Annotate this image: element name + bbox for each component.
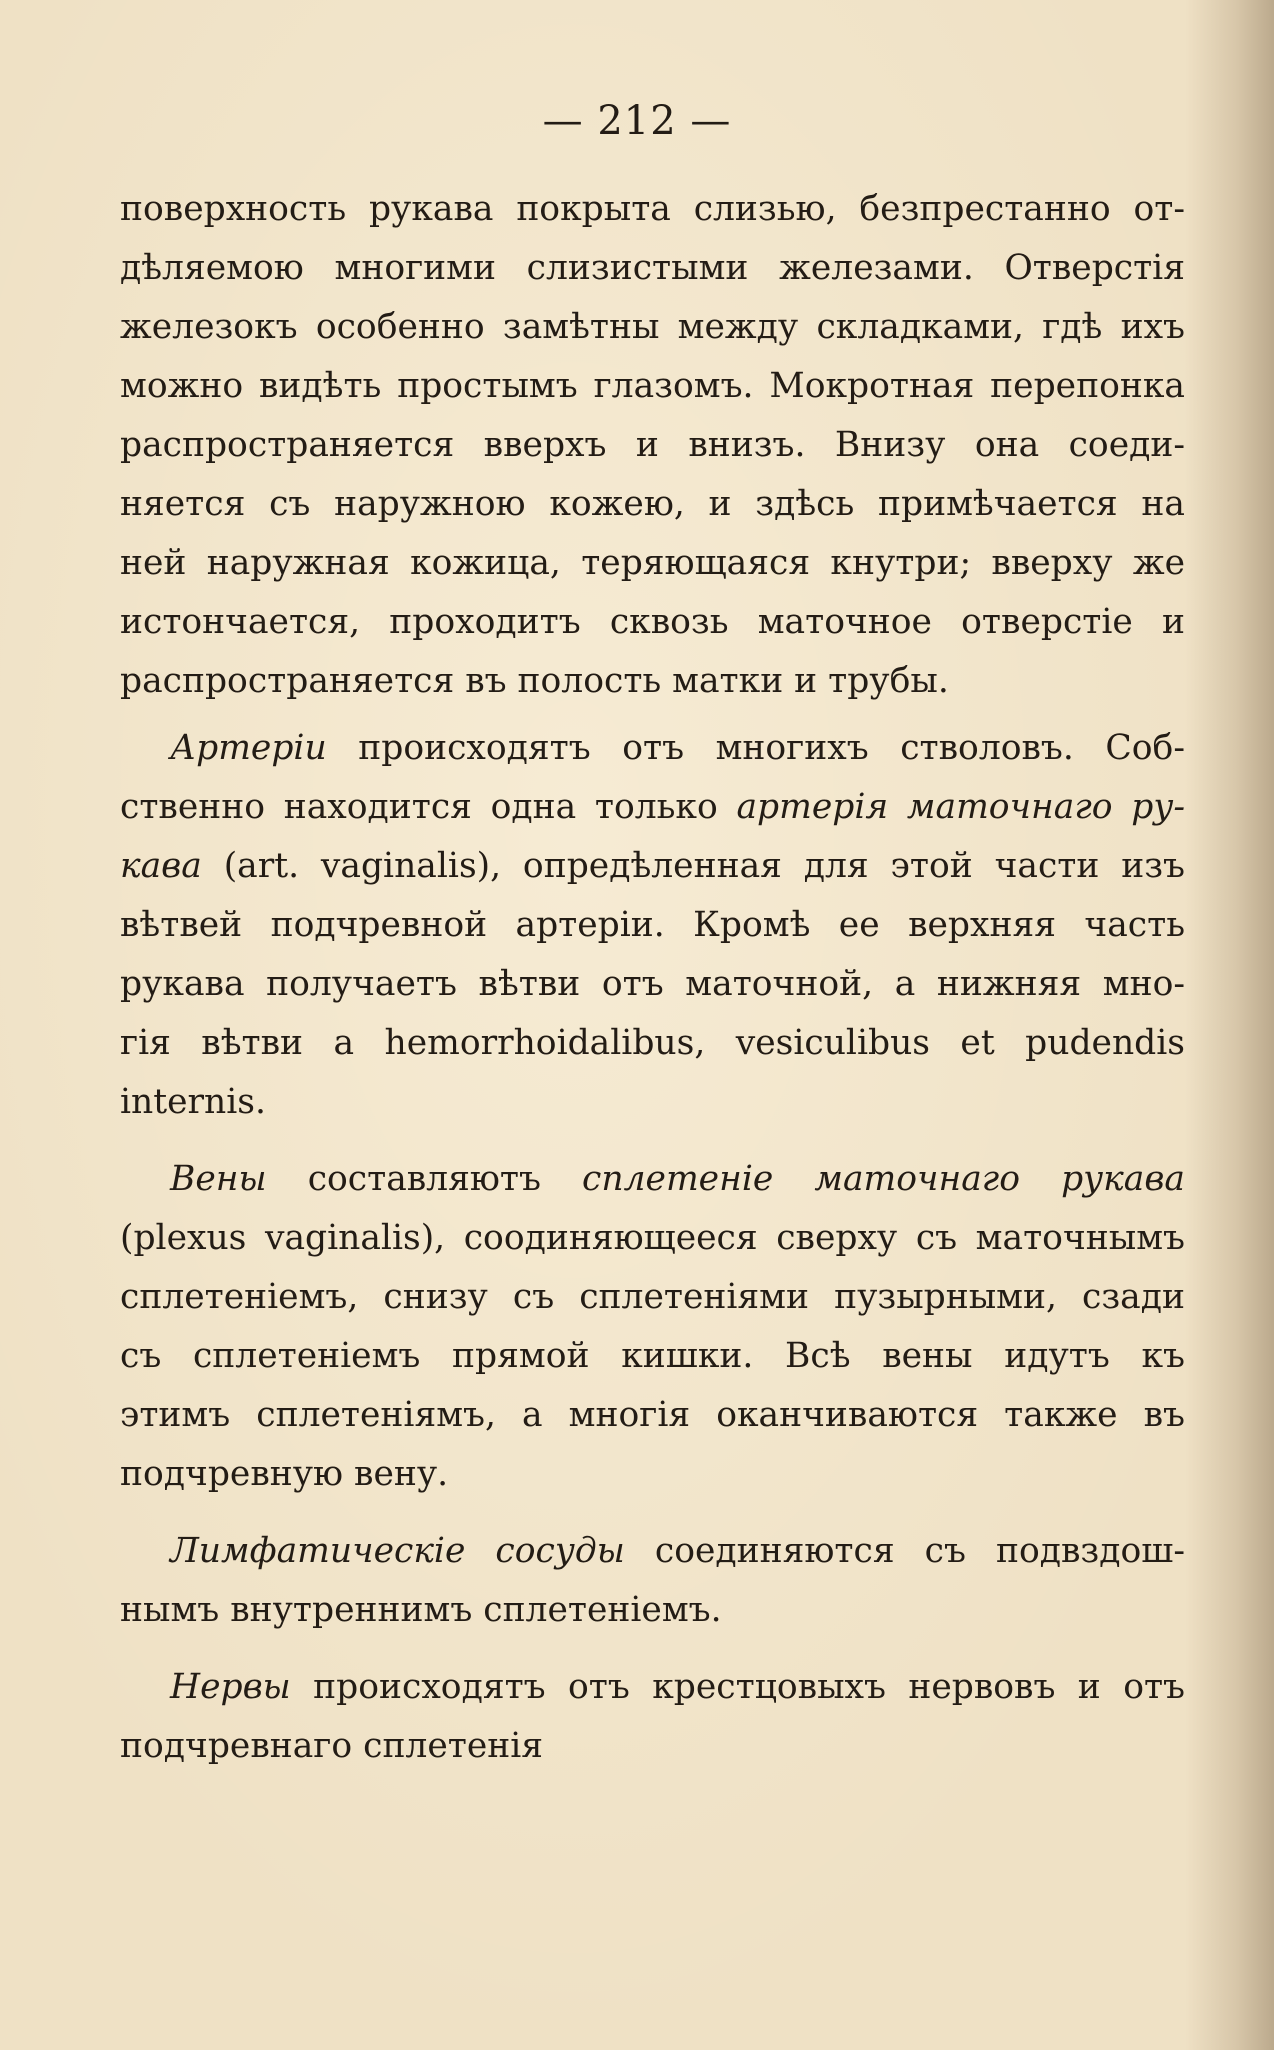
text-line — [120, 1014, 1185, 1073]
line-text: (art. vaginalis), опредѣленная для этой части изъ — [201, 846, 1185, 886]
line-text: рукава получаетъ вѣтви отъ маточной, а нижняя мно- — [120, 964, 1185, 1004]
italic-term: кава — [120, 846, 202, 886]
line-text: распространяется вверхъ и внизъ. Внизу она соеди- — [120, 425, 1185, 465]
text-line — [120, 1522, 1185, 1581]
page-number: — 212 — — [542, 98, 732, 144]
line-text: дѣляемою многими слизистыми железами. Отверстія — [120, 248, 1185, 288]
text-line — [120, 416, 1185, 475]
text-line — [120, 534, 1185, 593]
text-line — [120, 357, 1185, 416]
text-line — [120, 239, 1185, 298]
line-text: этимъ сплетеніямъ, а многія оканчиваются также въ — [120, 1395, 1185, 1435]
text-line — [120, 1445, 1185, 1504]
text-line — [120, 1150, 1185, 1209]
text-line — [120, 1717, 1185, 1776]
line-text: распространяется въ полость матки и трубы. — [120, 661, 949, 701]
line-text: сплетеніемъ, снизу съ сплетеніями пузырными, сзади — [120, 1277, 1185, 1317]
text-line — [120, 593, 1185, 652]
italic-term: сплетеніе маточнаго рукава — [582, 1159, 1185, 1199]
line-text: соединяются съ подвздош- — [624, 1531, 1185, 1571]
italic-term: Нервы — [170, 1667, 291, 1707]
text-line — [120, 1268, 1185, 1327]
text-line — [120, 778, 1185, 837]
line-text: можно видѣть простымъ глазомъ. Мокротная перепонка — [120, 366, 1185, 406]
line-text: ственно находится одна только — [120, 787, 737, 827]
italic-term: Артеріи — [170, 728, 327, 768]
text-line — [120, 1073, 1185, 1132]
line-text: нымъ внутреннимъ сплетеніемъ. — [120, 1590, 722, 1630]
text-line — [120, 955, 1185, 1014]
text-line — [120, 298, 1185, 357]
line-text: поверхность рукава покрыта слизью, безпрестанно от- — [120, 189, 1185, 229]
body-text — [120, 180, 1185, 1776]
text-line — [120, 1386, 1185, 1445]
line-text: съ сплетеніемъ прямой кишки. Всѣ вены идутъ къ — [120, 1336, 1185, 1376]
text-line — [120, 1209, 1185, 1268]
line-text: подчревную вену. — [120, 1454, 449, 1494]
line-text: истончается, проходитъ сквозь маточное отверстіе и — [120, 602, 1185, 642]
line-text: происходятъ отъ крестцовыхъ нервовъ и отъ — [290, 1667, 1185, 1707]
line-text: няется съ наружною кожею, и здѣсь примѣчается на — [120, 484, 1185, 524]
paragraph-gap — [120, 1504, 1185, 1522]
text-line — [120, 719, 1185, 778]
text-line — [120, 1658, 1185, 1717]
line-text: составляютъ — [266, 1159, 583, 1199]
line-text: (plexus vaginalis), соодиняющееся сверху съ маточнымъ — [120, 1218, 1185, 1258]
text-line — [120, 180, 1185, 239]
line-text: ней наружная кожица, теряющаяся кнутри; вверху же — [120, 543, 1185, 583]
italic-term: Лимфатическіе сосуды — [170, 1531, 625, 1571]
line-text: подчревнаго сплетенія — [120, 1726, 544, 1766]
text-line — [120, 652, 1185, 711]
text-line — [120, 837, 1185, 896]
line-text: железокъ особенно замѣтны между складками, гдѣ ихъ — [120, 307, 1185, 347]
italic-term: Вены — [170, 1159, 267, 1199]
paragraph-gap — [120, 1132, 1185, 1150]
text-line — [120, 896, 1185, 955]
line-text: internis. — [120, 1082, 266, 1122]
text-line — [120, 475, 1185, 534]
paragraph-gap — [120, 711, 1185, 719]
line-text: происходятъ отъ многихъ стволовъ. Соб- — [326, 728, 1185, 768]
italic-term: артерія маточнаго ру- — [736, 787, 1185, 827]
text-line — [120, 1581, 1185, 1640]
line-text: гія вѣтви a hemorrhoidalibus, vesiculibus et pudendis — [120, 1023, 1185, 1063]
paragraph-gap — [120, 1640, 1185, 1658]
line-text: вѣтвей подчревной артеріи. Кромѣ ее верхняя часть — [120, 905, 1185, 945]
text-line — [120, 1327, 1185, 1386]
